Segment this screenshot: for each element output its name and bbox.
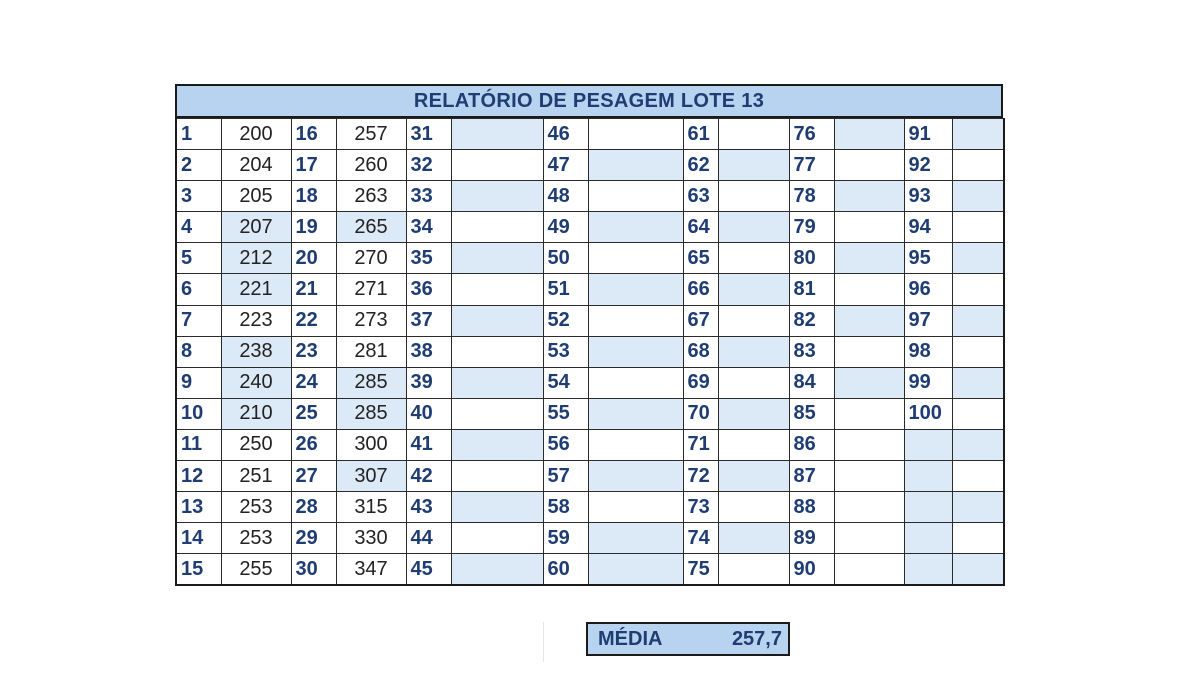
lot-number-cell: 100	[904, 398, 952, 429]
lot-number-cell: 71	[683, 429, 718, 460]
weight-cell	[834, 119, 904, 150]
lot-number-cell: 22	[291, 305, 336, 336]
weight-cell	[451, 274, 543, 305]
lot-number-cell: 21	[291, 274, 336, 305]
weight-cell	[834, 461, 904, 492]
lot-number-cell: 66	[683, 274, 718, 305]
weight-cell: 253	[221, 523, 291, 554]
lot-number-cell: 79	[789, 212, 834, 243]
lot-number-cell: 86	[789, 429, 834, 460]
weight-cell	[834, 274, 904, 305]
lot-number-cell: 11	[176, 429, 221, 460]
lot-number-cell: 2	[176, 150, 221, 181]
lot-number-cell: 75	[683, 554, 718, 585]
lot-number-cell	[904, 429, 952, 460]
lot-number-cell: 7	[176, 305, 221, 336]
lot-number-cell: 18	[291, 181, 336, 212]
lot-number-cell: 65	[683, 243, 718, 274]
lot-number-cell: 80	[789, 243, 834, 274]
table-row	[176, 336, 1004, 367]
lot-number-cell: 73	[683, 492, 718, 523]
weight-cell	[952, 150, 1004, 181]
lot-number-cell: 36	[406, 274, 451, 305]
weight-cell	[718, 150, 789, 181]
weight-cell	[588, 429, 683, 460]
weight-cell	[952, 336, 1004, 367]
weight-cell	[718, 181, 789, 212]
lot-number-cell: 50	[543, 243, 588, 274]
weight-cell: 285	[336, 367, 406, 398]
lot-number-cell: 14	[176, 523, 221, 554]
lot-number-cell: 54	[543, 367, 588, 398]
lot-number-cell: 67	[683, 305, 718, 336]
lot-number-cell: 70	[683, 398, 718, 429]
lot-number-cell: 46	[543, 119, 588, 150]
lot-number-cell: 32	[406, 150, 451, 181]
lot-number-cell: 89	[789, 523, 834, 554]
lot-number-cell: 59	[543, 523, 588, 554]
weight-cell	[588, 119, 683, 150]
lot-number-cell: 60	[543, 554, 588, 585]
lot-number-cell: 61	[683, 119, 718, 150]
lot-number-cell: 81	[789, 274, 834, 305]
average-value: 257,7	[731, 627, 782, 650]
lot-number-cell: 56	[543, 429, 588, 460]
weight-cell	[834, 336, 904, 367]
weight-cell	[451, 367, 543, 398]
lot-number-cell: 85	[789, 398, 834, 429]
lot-number-cell: 58	[543, 492, 588, 523]
lot-number-cell	[904, 492, 952, 523]
weight-cell	[718, 523, 789, 554]
weight-cell: 240	[221, 367, 291, 398]
weight-cell	[952, 274, 1004, 305]
weight-cell: 263	[336, 181, 406, 212]
weight-cell: 205	[221, 181, 291, 212]
weight-cell	[451, 523, 543, 554]
weight-cell	[588, 305, 683, 336]
lot-number-cell: 43	[406, 492, 451, 523]
lot-number-cell	[904, 523, 952, 554]
weight-cell	[588, 461, 683, 492]
lot-number-cell: 40	[406, 398, 451, 429]
weight-cell	[834, 429, 904, 460]
lot-number-cell: 68	[683, 336, 718, 367]
table-row	[176, 429, 1004, 460]
average-box	[586, 622, 790, 656]
lot-number-cell: 90	[789, 554, 834, 585]
weight-cell	[588, 212, 683, 243]
weight-cell: 270	[336, 243, 406, 274]
weight-cell: 251	[221, 461, 291, 492]
lot-number-cell: 6	[176, 274, 221, 305]
lot-number-cell: 39	[406, 367, 451, 398]
table-row	[176, 181, 1004, 212]
weight-cell	[834, 367, 904, 398]
lot-number-cell: 51	[543, 274, 588, 305]
lot-number-cell: 64	[683, 212, 718, 243]
weight-cell	[451, 492, 543, 523]
lot-number-cell: 93	[904, 181, 952, 212]
lot-number-cell: 28	[291, 492, 336, 523]
lot-number-cell: 10	[176, 398, 221, 429]
lot-number-cell: 29	[291, 523, 336, 554]
weight-cell	[952, 305, 1004, 336]
table-row	[176, 367, 1004, 398]
weight-cell	[451, 150, 543, 181]
lot-number-cell: 55	[543, 398, 588, 429]
weight-cell	[588, 336, 683, 367]
lot-number-cell: 35	[406, 243, 451, 274]
lot-number-cell: 38	[406, 336, 451, 367]
lot-number-cell: 91	[904, 119, 952, 150]
lot-number-cell: 17	[291, 150, 336, 181]
weight-cell	[451, 336, 543, 367]
lot-number-cell: 94	[904, 212, 952, 243]
lot-number-cell: 63	[683, 181, 718, 212]
weight-cell: 260	[336, 150, 406, 181]
lot-number-cell: 15	[176, 554, 221, 585]
weight-cell	[588, 523, 683, 554]
weight-cell	[588, 554, 683, 585]
lot-number-cell: 31	[406, 119, 451, 150]
weight-cell: 330	[336, 523, 406, 554]
weight-cell: 207	[221, 212, 291, 243]
weight-cell	[588, 274, 683, 305]
lot-number-cell: 5	[176, 243, 221, 274]
weight-cell	[718, 243, 789, 274]
table-row	[176, 461, 1004, 492]
lot-number-cell: 82	[789, 305, 834, 336]
weight-cell: 300	[336, 429, 406, 460]
weight-cell	[718, 492, 789, 523]
table-row	[176, 523, 1004, 554]
weight-cell	[588, 367, 683, 398]
weight-cell: 315	[336, 492, 406, 523]
lot-number-cell: 74	[683, 523, 718, 554]
weight-cell	[952, 429, 1004, 460]
lot-number-cell: 33	[406, 181, 451, 212]
lot-number-cell: 76	[789, 119, 834, 150]
weight-cell	[588, 150, 683, 181]
table-row	[176, 212, 1004, 243]
weight-cell	[718, 212, 789, 243]
lot-number-cell: 69	[683, 367, 718, 398]
weight-cell	[718, 461, 789, 492]
weight-cell	[834, 523, 904, 554]
lot-number-cell: 49	[543, 212, 588, 243]
lot-number-cell: 20	[291, 243, 336, 274]
weight-cell	[952, 398, 1004, 429]
weight-cell	[588, 243, 683, 274]
weight-cell	[718, 336, 789, 367]
lot-number-cell: 53	[543, 336, 588, 367]
lot-number-cell	[904, 461, 952, 492]
lot-number-cell: 42	[406, 461, 451, 492]
lot-number-cell: 13	[176, 492, 221, 523]
weight-cell	[451, 461, 543, 492]
weight-cell	[952, 554, 1004, 585]
weight-cell: 273	[336, 305, 406, 336]
lot-number-cell: 37	[406, 305, 451, 336]
weight-cell	[451, 119, 543, 150]
lot-number-cell: 52	[543, 305, 588, 336]
weight-cell: 271	[336, 274, 406, 305]
lot-number-cell: 47	[543, 150, 588, 181]
weight-cell: 221	[221, 274, 291, 305]
lot-number-cell: 34	[406, 212, 451, 243]
weight-cell	[451, 398, 543, 429]
weight-cell: 347	[336, 554, 406, 585]
table-row	[176, 554, 1004, 585]
lot-number-cell: 25	[291, 398, 336, 429]
weight-cell	[834, 492, 904, 523]
lot-number-cell: 87	[789, 461, 834, 492]
lot-number-cell: 27	[291, 461, 336, 492]
weight-cell	[718, 305, 789, 336]
weight-cell	[834, 181, 904, 212]
weight-cell	[718, 367, 789, 398]
weight-cell: 250	[221, 429, 291, 460]
lot-number-cell: 1	[176, 119, 221, 150]
weight-cell: 210	[221, 398, 291, 429]
lot-number-cell: 19	[291, 212, 336, 243]
lot-number-cell: 92	[904, 150, 952, 181]
lot-number-cell: 26	[291, 429, 336, 460]
gridline-remnant	[543, 622, 544, 662]
lot-number-cell: 99	[904, 367, 952, 398]
table-row	[176, 150, 1004, 181]
weight-cell	[952, 367, 1004, 398]
weight-cell	[952, 243, 1004, 274]
weight-cell	[588, 492, 683, 523]
table-row	[176, 119, 1004, 150]
weight-cell	[718, 274, 789, 305]
table-row	[176, 274, 1004, 305]
lot-number-cell: 48	[543, 181, 588, 212]
weight-cell	[952, 181, 1004, 212]
lot-number-cell: 78	[789, 181, 834, 212]
weight-cell	[588, 181, 683, 212]
weight-cell	[718, 119, 789, 150]
lot-number-cell: 8	[176, 336, 221, 367]
weight-cell	[451, 429, 543, 460]
weight-cell: 200	[221, 119, 291, 150]
lot-number-cell: 84	[789, 367, 834, 398]
table-row	[176, 305, 1004, 336]
weight-cell	[834, 554, 904, 585]
weight-cell	[718, 554, 789, 585]
weights-table	[175, 118, 1005, 586]
lot-number-cell: 23	[291, 336, 336, 367]
weight-cell	[834, 305, 904, 336]
weight-cell	[952, 212, 1004, 243]
report-title: RELATÓRIO DE PESAGEM LOTE 13	[175, 84, 1003, 118]
lot-number-cell: 57	[543, 461, 588, 492]
lot-number-cell: 24	[291, 367, 336, 398]
lot-number-cell	[904, 554, 952, 585]
weight-cell: 265	[336, 212, 406, 243]
table-row	[176, 492, 1004, 523]
weight-cell: 223	[221, 305, 291, 336]
weight-cell	[834, 212, 904, 243]
table-row	[176, 398, 1004, 429]
lot-number-cell: 41	[406, 429, 451, 460]
weight-cell: 281	[336, 336, 406, 367]
weight-cell: 255	[221, 554, 291, 585]
weight-cell	[451, 243, 543, 274]
lot-number-cell: 62	[683, 150, 718, 181]
weight-cell	[952, 492, 1004, 523]
lot-number-cell: 77	[789, 150, 834, 181]
lot-number-cell: 3	[176, 181, 221, 212]
lot-number-cell: 30	[291, 554, 336, 585]
lot-number-cell: 98	[904, 336, 952, 367]
weight-cell: 307	[336, 461, 406, 492]
weight-cell: 238	[221, 336, 291, 367]
weight-cell	[718, 398, 789, 429]
weight-cell: 257	[336, 119, 406, 150]
weight-cell	[834, 243, 904, 274]
lot-number-cell: 9	[176, 367, 221, 398]
weight-cell	[451, 554, 543, 585]
lot-number-cell: 97	[904, 305, 952, 336]
weight-cell	[588, 398, 683, 429]
weight-cell	[718, 429, 789, 460]
weighing-report	[175, 84, 1003, 586]
table-row	[176, 243, 1004, 274]
weight-cell	[451, 212, 543, 243]
lot-number-cell: 95	[904, 243, 952, 274]
weight-cell: 285	[336, 398, 406, 429]
weight-cell	[952, 119, 1004, 150]
weight-cell: 212	[221, 243, 291, 274]
weight-cell	[952, 523, 1004, 554]
lot-number-cell: 44	[406, 523, 451, 554]
lot-number-cell: 4	[176, 212, 221, 243]
average-label: MÉDIA	[598, 627, 663, 650]
lot-number-cell: 72	[683, 461, 718, 492]
lot-number-cell: 12	[176, 461, 221, 492]
lot-number-cell: 83	[789, 336, 834, 367]
weight-cell	[451, 305, 543, 336]
weight-cell	[834, 150, 904, 181]
weight-cell	[834, 398, 904, 429]
weight-cell	[451, 181, 543, 212]
weight-cell: 204	[221, 150, 291, 181]
lot-number-cell: 96	[904, 274, 952, 305]
lot-number-cell: 16	[291, 119, 336, 150]
weight-cell: 253	[221, 492, 291, 523]
weight-cell	[952, 461, 1004, 492]
lot-number-cell: 88	[789, 492, 834, 523]
lot-number-cell: 45	[406, 554, 451, 585]
